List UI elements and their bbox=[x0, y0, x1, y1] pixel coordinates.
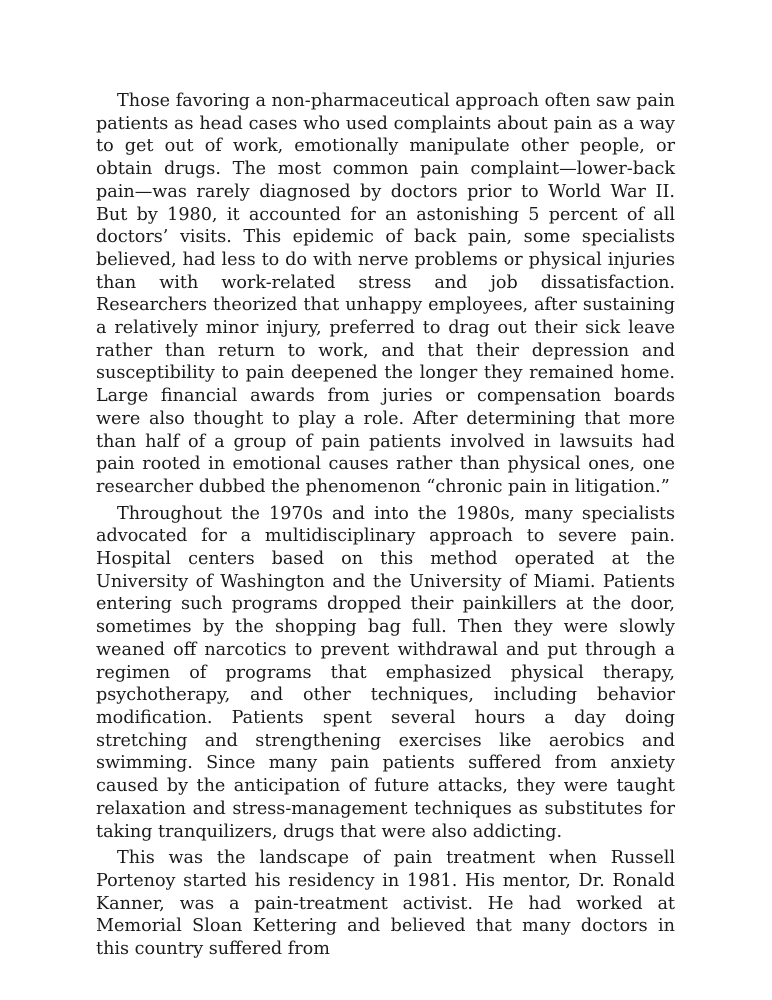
paragraph-3: This was the landscape of pain treatment when Russell Portenoy started his residency in 1981. His mentor, Dr. Ronald Kanner, was a pain-treatment activist. He had worked at Memorial Sloan Kettering and believed that many doctors in this country suffered from bbox=[96, 848, 675, 960]
body-text bbox=[96, 90, 675, 965]
paragraph-1: Those favoring a non-pharmaceutical approach often saw pain patients as head cases who used complaints about pain as a way to get out of work, emotionally manipulate other people, or obtain drugs. The most common pain complaint—lower-back pain—was rarely diagnosed by doctors prior to World War II. But by 1980, it accounted for an astonishing 5 percent of all doctors’ visits. This epidemic of back pain, some specialists believed, had less to do with nerve problems or physical injuries than with work-related stress and job dissatisfaction. Researchers theorized that unhappy employees, after sustaining a relatively minor injury, preferred to drag out their sick leave rather than return to work, and that their depression and susceptibility to pain deepened the longer they remained home. Large financial awards from juries or compensation boards were also thought to play a role. After determining that more than half of a group of pain patients involved in lawsuits had pain rooted in emotional causes rather than physical ones, one researcher dubbed the phenomenon “chronic pain in litigation.” bbox=[96, 91, 675, 497]
paragraph-2: Throughout the 1970s and into the 1980s, many specialists advocated for a multidisciplinary approach to severe pain. Hospital centers based on this method operated at the University of Washington and the University of Miami. Patients entering such programs dropped their painkillers at the door, sometimes by the shopping bag full. Then they were slowly weaned off narcotics to prevent withdrawal and put through a regimen of programs that emphasized physical therapy, psychotherapy, and other techniques, including behavior modification. Patients spent several hours a day doing stretching and strengthening exercises like aerobics and swimming. Since many pain patients suffered from anxiety caused by the anticipation of future attacks, they were taught relaxation and stress-management techniques as substitutes for taking tranquilizers, drugs that were also addicting. bbox=[96, 503, 675, 842]
